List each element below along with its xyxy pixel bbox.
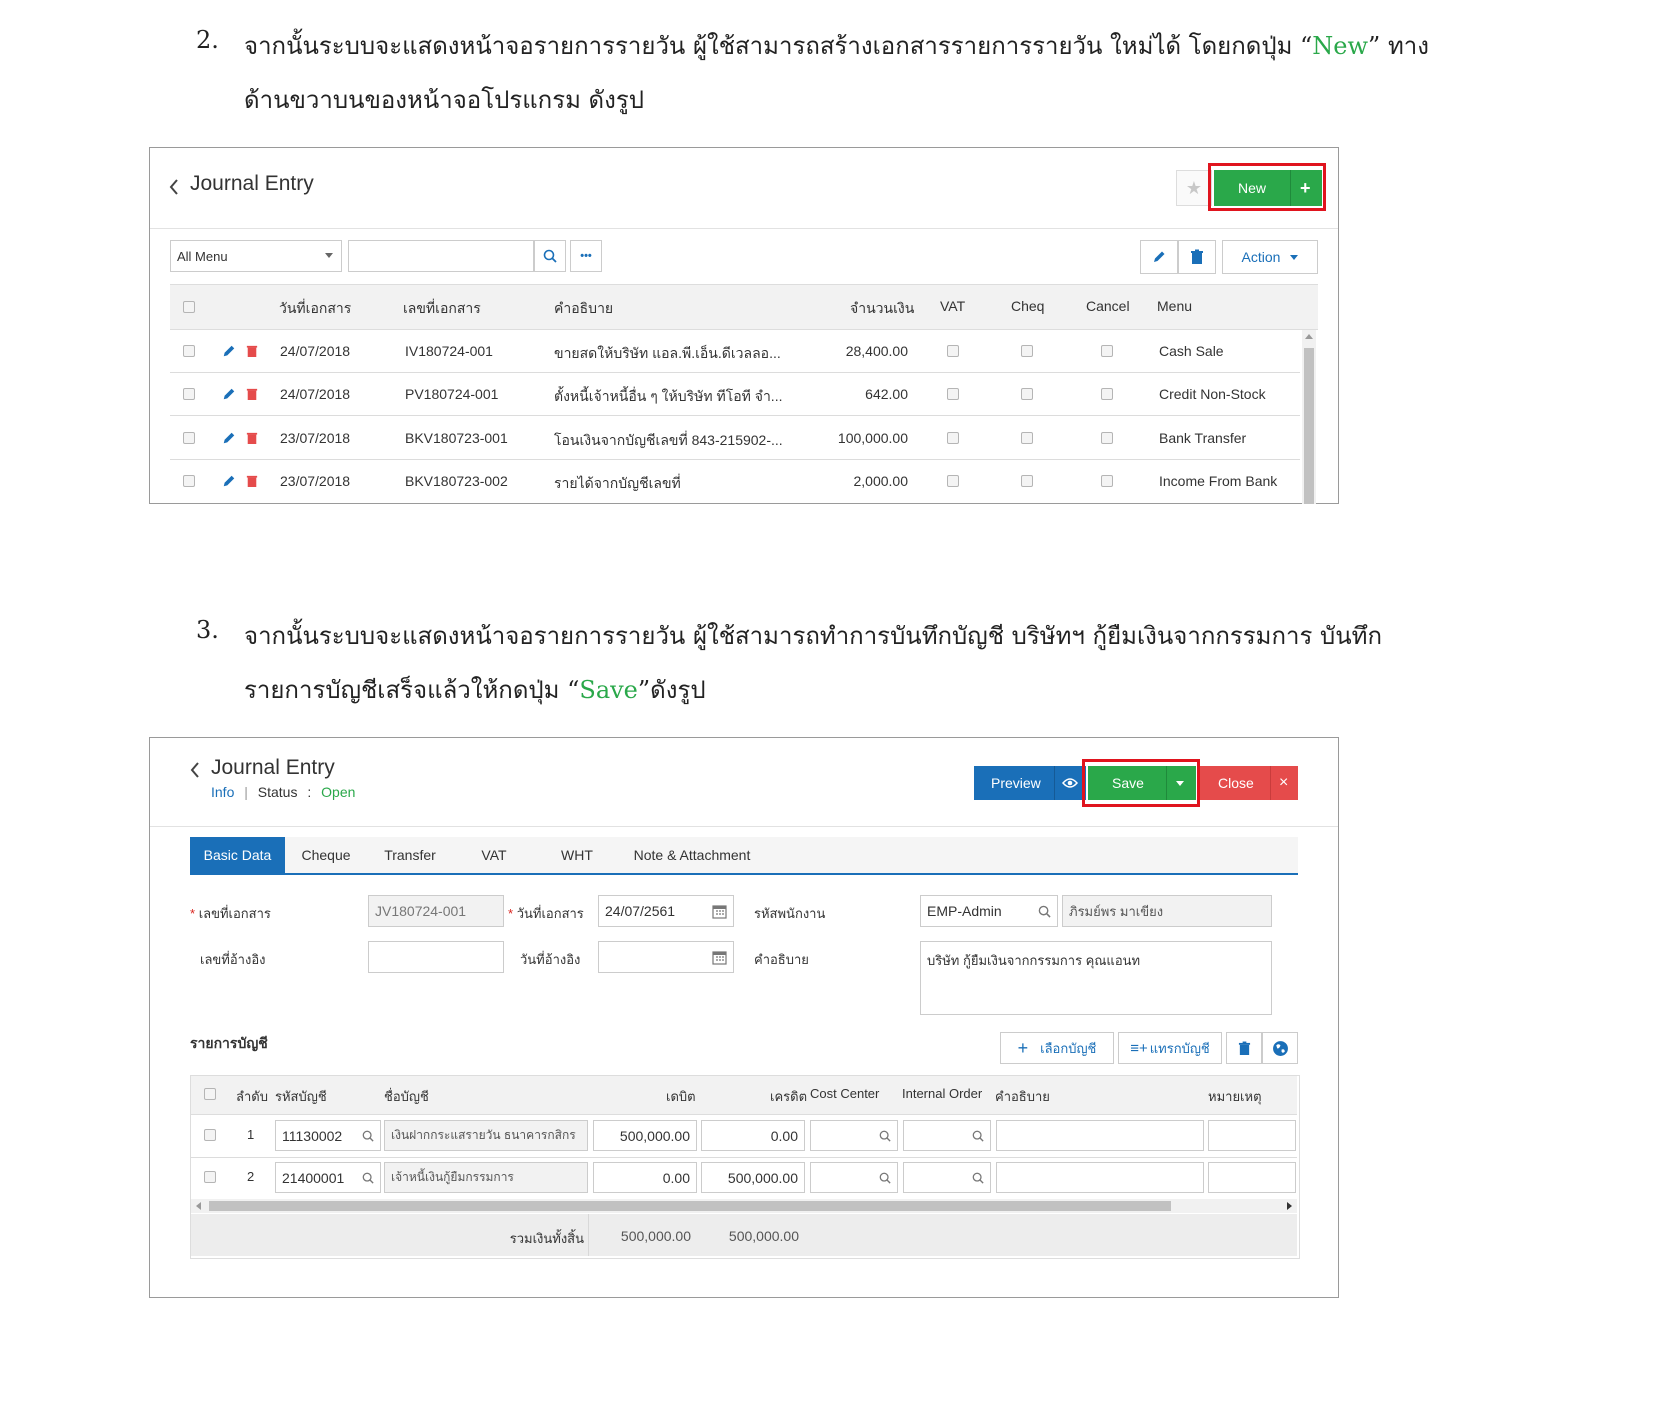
row-doc-no: BKV180723-001 [405, 430, 508, 446]
chevron-left-icon[interactable] [189, 761, 201, 779]
lines-header [191, 1076, 1297, 1115]
col-cost-center: Cost Center [810, 1086, 880, 1101]
select-all-checkbox[interactable] [183, 301, 195, 313]
cheq-checkbox[interactable] [1021, 345, 1033, 357]
col-vat: VAT [940, 298, 966, 314]
account-name-field[interactable]: เงินฝากกระแสรายวัน ธนาคารกสิกร [384, 1120, 588, 1151]
account-code-field[interactable] [275, 1162, 381, 1193]
cancel-checkbox[interactable] [1101, 432, 1113, 444]
line-no: 2 [247, 1169, 255, 1184]
line-checkbox[interactable] [204, 1129, 216, 1141]
chevron-left-icon[interactable] [168, 178, 180, 196]
row-menu: Income From Bank [1159, 473, 1278, 489]
col-account-code: รหัสบัญชี [275, 1089, 327, 1104]
preview-button[interactable] [974, 766, 1086, 800]
ref-no-label: เลขที่อ้างอิง [200, 952, 266, 967]
cancel-checkbox[interactable] [1101, 345, 1113, 357]
vertical-scrollbar[interactable] [1302, 330, 1316, 504]
choose-account-button[interactable] [1000, 1032, 1114, 1064]
more-options-button[interactable]: ••• [570, 240, 602, 272]
row-menu: Cash Sale [1159, 343, 1224, 359]
horizontal-scrollbar[interactable] [191, 1199, 1297, 1213]
line-no: 1 [247, 1127, 255, 1142]
col-cancel: Cancel [1086, 298, 1130, 314]
col-credit: เครดิต [770, 1089, 808, 1104]
total-label: รวมเงินทั้งสิ้น [509, 1231, 584, 1246]
edit-selected-button[interactable] [1140, 240, 1178, 274]
cheq-checkbox[interactable] [1021, 475, 1033, 487]
emp-name-field[interactable]: ภิรมย์พร มาเขียง [1062, 895, 1272, 927]
step3-number: 3. [196, 616, 219, 644]
col-doc-no: เลขที่เอกสาร [403, 300, 481, 316]
vat-checkbox[interactable] [947, 388, 959, 400]
row-menu: Bank Transfer [1159, 430, 1247, 446]
search-icon[interactable] [362, 1172, 374, 1184]
row-checkbox[interactable] [183, 432, 195, 444]
col-description: คำอธิบาย [554, 300, 614, 316]
tab-transfer[interactable]: Transfer [384, 847, 436, 863]
preview-label: Preview [991, 775, 1041, 791]
remark-field[interactable] [1208, 1120, 1296, 1151]
choose-account-label: เลือกบัญชี [1040, 1040, 1097, 1056]
search-icon[interactable] [362, 1130, 374, 1142]
tab-basic-data[interactable]: Basic Data [190, 837, 285, 873]
globe-icon [1272, 1040, 1289, 1057]
search-icon[interactable] [972, 1172, 984, 1184]
row-date: 24/07/2018 [280, 386, 351, 402]
row-date: 24/07/2018 [280, 343, 351, 359]
cheq-checkbox[interactable] [1021, 432, 1033, 444]
doc-date-value: 24/07/2561 [605, 903, 676, 919]
status-line [211, 784, 355, 800]
separator: | [244, 784, 248, 800]
select-all-lines-checkbox[interactable] [204, 1088, 216, 1100]
pencil-icon [1151, 249, 1167, 265]
trash-icon[interactable] [246, 431, 258, 445]
action-dropdown-button[interactable] [1222, 240, 1318, 274]
search-button[interactable] [534, 240, 566, 272]
step2-line2: ด้านขวาบนของหน้าจอโปรแกรม ดังรูป [244, 86, 644, 114]
search-icon[interactable] [972, 1130, 984, 1142]
plus-icon: + [1017, 1037, 1029, 1058]
col-cheq: Cheq [1011, 298, 1045, 314]
row-doc-no: BKV180723-002 [405, 473, 508, 489]
remark-field[interactable] [1208, 1162, 1296, 1193]
save-button-highlight [1082, 759, 1200, 807]
new-label: New [1238, 180, 1267, 196]
eye-icon [1062, 777, 1078, 789]
doc-no-label: * เลขที่เอกสาร [190, 906, 271, 921]
col-line-desc: คำอธิบาย [995, 1089, 1050, 1104]
row-date: 23/07/2018 [280, 473, 351, 489]
line-desc-field[interactable] [996, 1162, 1204, 1193]
search-icon[interactable] [879, 1172, 891, 1184]
row-desc: รายได้จากบัญชีเลขที่ [554, 475, 681, 491]
account-name-field[interactable]: เจ้าหนี้เงินกู้ยืมกรรมการ [384, 1162, 588, 1193]
search-icon[interactable] [879, 1130, 891, 1142]
cost-center-field[interactable] [810, 1162, 898, 1193]
page-title: Journal Entry [211, 756, 335, 779]
save-label: Save [1112, 775, 1144, 791]
calendar-icon[interactable] [712, 950, 727, 965]
step3-line2 [244, 670, 706, 709]
page-title: Journal Entry [190, 172, 314, 195]
step3-line2-highlight: Save [579, 676, 638, 704]
new-button-highlight [1208, 163, 1326, 211]
vat-checkbox[interactable] [947, 432, 959, 444]
col-amount: จำนวนเงิน [850, 300, 915, 316]
col-line-no: ลำดับ [236, 1089, 268, 1104]
section-title: รายการบัญชี [190, 1035, 268, 1051]
globe-button[interactable] [1262, 1032, 1298, 1064]
row-amount: 28,400.00 [845, 343, 908, 359]
cancel-checkbox[interactable] [1101, 388, 1113, 400]
step3-line1: จากนั้นระบบจะแสดงหน้าจอรายการรายวัน ผู้ใช้สามารถทำการบันทึกบัญชี บริษัทฯ กู้ยืมเงินจากกรรมการ บันทึก [244, 622, 1382, 650]
step2-line1-before: จากนั้นระบบจะแสดงหน้าจอรายการรายวัน ผู้ใช้สามารถสร้างเอกสารรายการรายวัน ใหม่ได้ โดยกดปุ่ม “ [244, 32, 1313, 60]
tab-cheque[interactable]: Cheque [301, 847, 351, 863]
caret-down-icon [325, 253, 333, 258]
row-menu: Credit Non-Stock [1159, 386, 1266, 402]
total-debit: 500,000.00 [620, 1228, 691, 1244]
row-desc: ตั้งหนี้เจ้าหนี้อื่น ๆ ให้บริษัท ทีโอที จำ... [554, 388, 783, 404]
caret-down-icon [1290, 255, 1298, 260]
journal-entry-form-screenshot [149, 737, 1339, 1298]
row-date: 23/07/2018 [280, 430, 351, 446]
account-code-value: 11130002 [282, 1127, 343, 1144]
col-doc-date: วันที่เอกสาร [279, 300, 352, 316]
close-label: Close [1218, 775, 1254, 791]
account-code-value: 21400001 [282, 1169, 345, 1186]
delete-selected-button[interactable] [1178, 240, 1216, 274]
cancel-checkbox[interactable] [1101, 475, 1113, 487]
internal-order-field[interactable] [903, 1162, 991, 1193]
trash-icon[interactable] [246, 344, 258, 358]
debit-field[interactable]: 0.00 [593, 1162, 697, 1193]
calendar-icon[interactable] [712, 904, 727, 919]
row-amount: 100,000.00 [837, 430, 908, 446]
status-colon: : [307, 784, 312, 800]
debit-field[interactable]: 500,000.00 [593, 1120, 697, 1151]
close-button[interactable] [1200, 766, 1298, 800]
status-value: Open [321, 784, 356, 800]
row-doc-no: PV180724-001 [405, 386, 499, 402]
trash-icon[interactable] [246, 474, 258, 488]
insert-rows-icon: ≡+ [1130, 1039, 1148, 1057]
info-link[interactable]: Info [211, 784, 235, 800]
credit-field[interactable]: 0.00 [701, 1120, 805, 1151]
ref-date-field[interactable] [598, 941, 734, 973]
col-menu: Menu [1157, 298, 1193, 314]
cheq-checkbox[interactable] [1021, 388, 1033, 400]
line-desc-field[interactable] [996, 1120, 1204, 1151]
favorite-button[interactable] [1176, 170, 1212, 206]
emp-code-field[interactable] [920, 895, 1058, 927]
desc-textarea[interactable]: บริษัท กู้ยืมเงินจากกรรมการ คุณแอนท [920, 941, 1272, 1015]
step2-number: 2. [196, 26, 219, 54]
doc-date-field[interactable] [598, 895, 734, 927]
credit-field[interactable]: 500,000.00 [701, 1162, 805, 1193]
row-doc-no: IV180724-001 [405, 343, 493, 359]
trash-icon[interactable] [246, 387, 258, 401]
menu-filter-value: All Menu [177, 248, 228, 264]
trash-icon [1190, 249, 1204, 265]
pencil-icon[interactable] [222, 344, 236, 358]
line-checkbox[interactable] [204, 1171, 216, 1183]
insert-account-button[interactable] [1118, 1032, 1222, 1064]
doc-date-label: * วันที่เอกสาร [508, 906, 584, 921]
row-desc: โอนเงินจากบัญชีเลขที่ 843-215902-... [554, 432, 783, 448]
row-checkbox[interactable] [183, 345, 195, 357]
ref-no-field[interactable] [368, 941, 504, 973]
col-internal-order: Internal Order [902, 1086, 983, 1101]
desc-label: คำอธิบาย [754, 952, 809, 967]
cost-center-field[interactable] [810, 1120, 898, 1151]
close-icon: × [1279, 774, 1289, 791]
emp-label: รหัสพนักงาน [754, 906, 826, 921]
menu-filter-select[interactable] [170, 240, 342, 272]
step2-line1-after: ” ทาง [1368, 32, 1429, 60]
emp-code-value: EMP-Admin [927, 903, 1002, 919]
row-amount: 2,000.00 [853, 473, 908, 489]
vat-checkbox[interactable] [947, 475, 959, 487]
step2-line1 [244, 26, 1429, 65]
vat-checkbox[interactable] [947, 345, 959, 357]
tab-vat[interactable]: VAT [481, 847, 507, 863]
tab-wht[interactable]: WHT [561, 847, 593, 863]
row-amount: 642.00 [865, 386, 908, 402]
pencil-icon[interactable] [222, 387, 236, 401]
ref-date-label: วันที่อ้างอิง [520, 952, 581, 967]
internal-order-field[interactable] [903, 1120, 991, 1151]
trash-icon [1238, 1041, 1251, 1056]
insert-account-label: แทรกบัญชี [1149, 1040, 1210, 1056]
search-icon[interactable] [1038, 905, 1051, 918]
search-icon [543, 249, 557, 263]
total-credit: 500,000.00 [728, 1228, 799, 1244]
status-label: Status [257, 784, 298, 800]
row-checkbox[interactable] [183, 388, 195, 400]
step3-line2-after: ”ดังรูป [637, 676, 706, 704]
col-remark: หมายเหตุ [1208, 1089, 1262, 1104]
col-account-name: ชื่อบัญชี [384, 1089, 429, 1104]
pencil-icon[interactable] [222, 474, 236, 488]
pencil-icon[interactable] [222, 431, 236, 445]
journal-entry-list-screenshot [149, 147, 1339, 504]
search-input[interactable] [348, 240, 534, 272]
row-desc: ขายสดให้บริษัท แอล.พี.เอ็น.ดีเวลลอ... [554, 345, 781, 361]
action-label: Action [1241, 249, 1281, 265]
doc-no-field[interactable]: JV180724-001 [368, 895, 504, 927]
row-checkbox[interactable] [183, 475, 195, 487]
account-code-field[interactable] [275, 1120, 381, 1151]
plus-icon: + [1300, 177, 1311, 198]
delete-line-button[interactable] [1226, 1032, 1262, 1064]
tab-note-attachment[interactable]: Note & Attachment [633, 847, 751, 863]
step3-line2-before: รายการบัญชีเสร็จแล้วให้กดปุ่ม “ [244, 676, 580, 704]
col-debit: เดบิต [666, 1089, 696, 1104]
step2-line1-highlight: New [1312, 32, 1369, 60]
star-icon: ★ [1185, 177, 1203, 198]
